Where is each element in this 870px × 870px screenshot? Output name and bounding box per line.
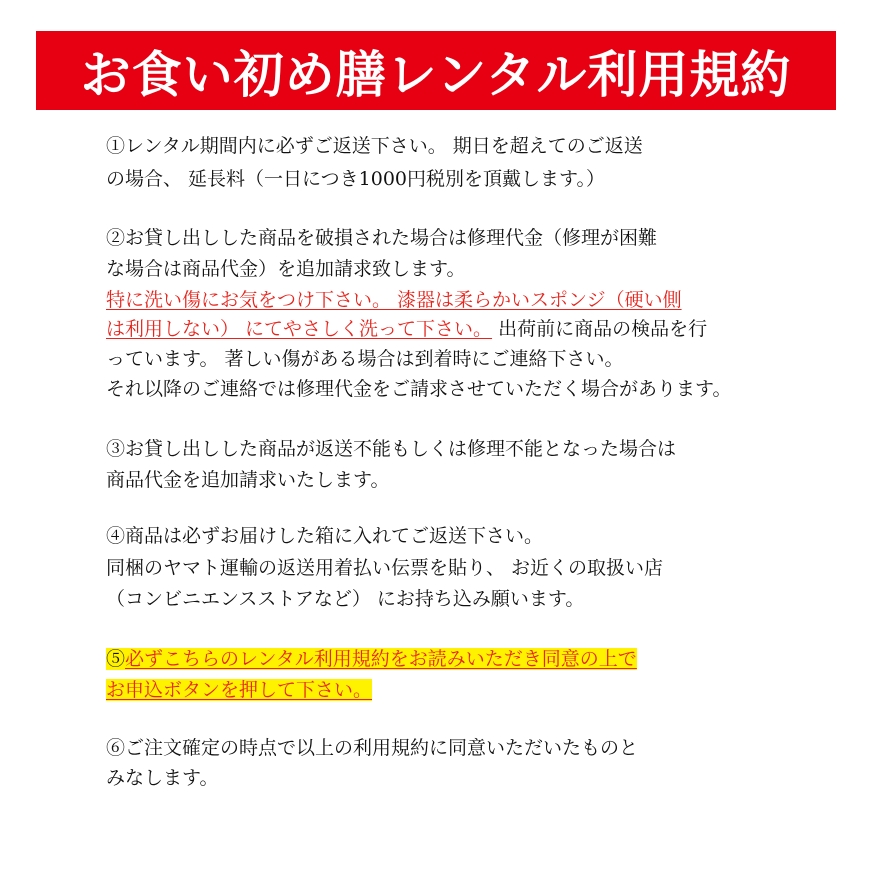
- title-banner: [36, 31, 836, 110]
- term-3-line-2: 商品代金を追加請求いたします。: [106, 469, 390, 491]
- page-title: お食い初め膳レンタル利用規約: [80, 45, 792, 104]
- term-6-line-2: みなします。: [106, 767, 219, 789]
- term-1-line-1: ①レンタル期間内に必ずご返送下さい。 期日を超えてのご返送: [106, 135, 643, 157]
- term-2-line-1: ②お貸し出しした商品を破損された場合は修理代金（修理が困難: [106, 227, 658, 249]
- term-2-line-3: [106, 285, 682, 315]
- term-1-line-2: の場合、 延長料（一日につき1000円税別を頂戴します。）: [106, 168, 605, 190]
- term-4-line-1: ④商品は必ずお届けした箱に入れてご返送下さい。: [106, 525, 544, 547]
- term-5-marker: ⑤: [106, 648, 126, 670]
- term-4-line-2: 同梱のヤマト運輸の返送用着払い伝票を貼り、 お近くの取扱い店: [106, 557, 664, 579]
- term-3-line-1: ③お貸し出しした商品が返送不能もしくは修理不能となった場合は: [106, 438, 677, 460]
- term-2-warning-part-2: は利用しない） にてやさしく洗って下さい。: [106, 318, 493, 340]
- term-6-line-1: ⑥ご注文確定の時点で以上の利用規約に同意いただいたものと: [106, 737, 639, 759]
- term-5-line-2: [106, 675, 372, 705]
- term-2-line-6: それ以降のご連絡では修理代金をご請求させていただく場合があります。: [106, 378, 732, 400]
- term-2-line-5: っています。 著しい傷がある場合は到着時にご連絡下さい。: [106, 348, 624, 370]
- term-5-highlight-part-1: 必ずこちらのレンタル利用規約をお読みいただき同意の上で: [125, 648, 637, 670]
- term-2-line-2: な場合は商品代金）を追加請求致します。: [106, 258, 466, 280]
- term-5-highlight-part-2: お申込ボタンを押して下さい。: [106, 679, 373, 701]
- term-4-line-3: （コンビニエンスストアなど） にお持ち込み願います。: [106, 588, 585, 610]
- term-2-line-4-text: 出荷前に商品の検品を行: [492, 318, 708, 340]
- term-5-line-1: [106, 644, 637, 674]
- term-2-warning-part-1: 特に洗い傷にお気をつけ下さい。 漆器は柔らかいスポンジ（硬い側: [106, 289, 682, 311]
- term-2-line-4: [106, 314, 707, 344]
